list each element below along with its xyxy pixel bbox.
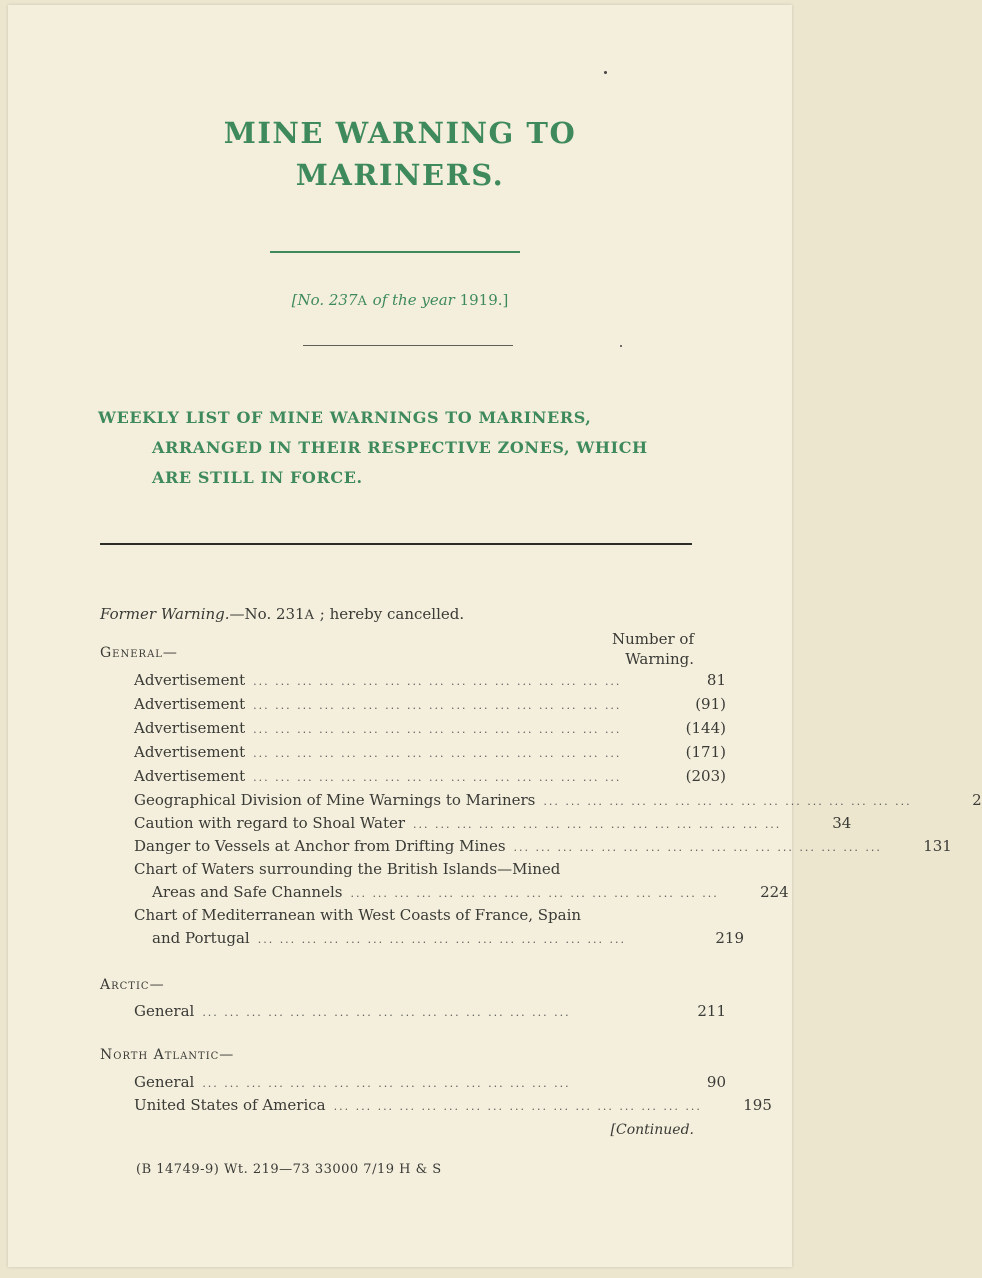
section-title-general: General— (100, 645, 178, 661)
column-header-line: Number of (611, 630, 694, 648)
title-line-2: MARINERS. (295, 158, 505, 192)
section-divider (100, 543, 692, 545)
continued-note: [Continued. (610, 1122, 694, 1138)
heading-line: WEEKLY LIST OF MINE WARNINGS TO MARINERS, (98, 408, 592, 427)
row-value: (203) (685, 767, 726, 785)
document-page (8, 5, 982, 1267)
table-row (100, 881, 789, 903)
row-label: Advertisement (134, 695, 246, 713)
row-value: 224 (760, 883, 789, 901)
table-row (100, 765, 726, 787)
table-row (100, 741, 726, 763)
former-warning-lead: Former Warning. (100, 605, 230, 623)
row-label: Danger to Vessels at Anchor from Drifting Mines (134, 837, 506, 855)
leader-dots: ... ... ... ... ... ... ... ... ... ... ... ... ... ... ... ... ... (253, 771, 622, 784)
row-label: Chart of Mediterranean with West Coasts of France, Spain (134, 906, 582, 924)
former-warning (100, 605, 464, 623)
leader-dots: ... ... ... ... ... ... ... ... ... ... ... ... ... ... ... ... ... (513, 841, 882, 854)
issue-year: 1919.] (459, 291, 509, 309)
issue-prefix: [No. 237 (291, 291, 358, 309)
row-value: 195 (743, 1096, 772, 1114)
title-divider (270, 251, 520, 253)
heading-line: ARE STILL IN FORCE. (152, 468, 363, 487)
table-row (100, 717, 726, 739)
leader-dots: ... ... ... ... ... ... ... ... ... ... ... ... ... ... ... ... ... (413, 818, 782, 831)
row-label: Advertisement (134, 767, 246, 785)
table-row (100, 1071, 726, 1093)
table-row (100, 1094, 772, 1116)
leader-dots: ... ... ... ... ... ... ... ... ... ... ... ... ... ... ... ... ... (543, 795, 912, 808)
leader-dots: ... ... ... ... ... ... ... ... ... ... ... ... ... ... ... ... ... (333, 1100, 702, 1113)
list-heading (98, 403, 708, 493)
row-value: 131 (923, 837, 952, 855)
table-row (100, 1000, 726, 1022)
row-label: General (134, 1073, 195, 1091)
row-label: United States of America (134, 1096, 326, 1114)
former-warning-text: ; hereby cancelled. (315, 605, 465, 623)
row-label: General (134, 1002, 195, 1020)
column-header (568, 629, 694, 669)
table-row (100, 927, 744, 949)
issue-suffix: A (357, 294, 368, 309)
row-value: (91) (695, 695, 726, 713)
heading-line: ARRANGED IN THEIR RESPECTIVE ZONES, WHICH (152, 438, 648, 457)
paper-speck (604, 71, 607, 74)
issue-middle: of the year (367, 291, 460, 309)
row-label: Areas and Safe Channels (152, 883, 343, 901)
row-value: 211 (697, 1002, 726, 1020)
row-label: Caution with regard to Shoal Water (134, 814, 406, 832)
section-title-north-atlantic: North Atlantic— (100, 1047, 235, 1063)
printer-footer: (B 14749-9) Wt. 219—73 33000 7/19 H & S (136, 1162, 442, 1177)
row-label: Geographical Division of Mine Warnings to Mariners (134, 791, 536, 809)
table-row (100, 835, 952, 857)
row-label: Advertisement (134, 671, 246, 689)
row-label: Advertisement (134, 743, 246, 761)
table-row (100, 812, 852, 834)
former-warning-number: —No. 231 (229, 605, 305, 623)
row-value: 81 (706, 671, 726, 689)
row-value: 2 (972, 791, 982, 809)
table-row (100, 693, 726, 715)
leader-dots: ... ... ... ... ... ... ... ... ... ... ... ... ... ... ... ... ... (253, 675, 622, 688)
leader-dots: ... ... ... ... ... ... ... ... ... ... ... ... ... ... ... ... ... (253, 747, 622, 760)
paper-speck (620, 345, 622, 347)
leader-dots: ... ... ... ... ... ... ... ... ... ... ... ... ... ... ... ... ... (202, 1006, 571, 1019)
issue-number (8, 291, 792, 309)
leader-dots: ... ... ... ... ... ... ... ... ... ... ... ... ... ... ... ... ... (257, 933, 626, 946)
leader-dots: ... ... ... ... ... ... ... ... ... ... ... ... ... ... ... ... ... (253, 699, 622, 712)
row-label: and Portugal (152, 929, 250, 947)
row-label: Advertisement (134, 719, 246, 737)
row-value: 34 (832, 814, 852, 832)
former-warning-suffix: A (304, 608, 315, 623)
table-row (100, 669, 726, 691)
column-header-line: Warning. (625, 650, 694, 668)
row-value: (144) (685, 719, 726, 737)
row-value: 219 (715, 929, 744, 947)
row-value: 90 (706, 1073, 726, 1091)
leader-dots: ... ... ... ... ... ... ... ... ... ... ... ... ... ... ... ... ... (202, 1077, 571, 1090)
table-row (100, 904, 726, 926)
leader-dots: ... ... ... ... ... ... ... ... ... ... ... ... ... ... ... ... ... (350, 887, 719, 900)
row-label: Chart of Waters surrounding the British Islands—Mined (134, 860, 561, 878)
title-line-1: MINE WARNING TO (223, 116, 577, 150)
section-title-arctic: Arctic— (100, 977, 165, 993)
row-value: (171) (685, 743, 726, 761)
short-divider (303, 345, 513, 346)
table-row (100, 789, 982, 811)
leader-dots: ... ... ... ... ... ... ... ... ... ... ... ... ... ... ... ... ... (253, 723, 622, 736)
table-row (100, 858, 726, 880)
